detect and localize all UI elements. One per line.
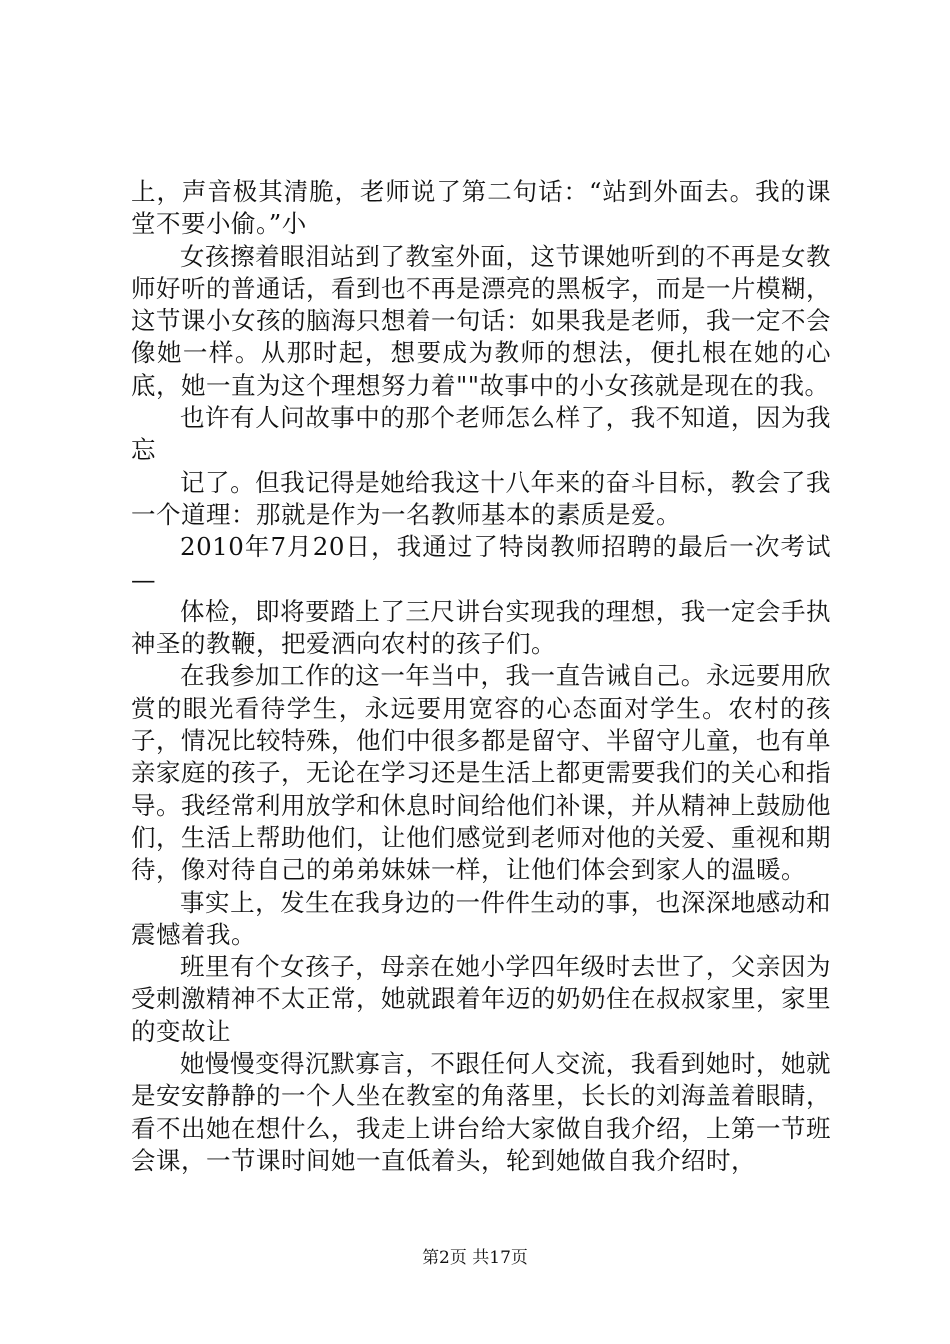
paragraph-5: 2010年7月20日，我通过了特岗教师招聘的最后一次考试— — [131, 532, 831, 594]
paragraph-6: 体检，即将要踏上了三尺讲台实现我的理想，我一定会手执神圣的教鞭，把爱洒向农村的孩子们。 — [131, 596, 831, 659]
paragraph-7: 在我参加工作的这一年当中，我一直告诫自己。永远要用欣赏的眼光看待学生，永远要用宽容的心态面对学生。农村的孩子，情况比较特殊，他们中很多都是留守、半留守儿童，也有单亲家庭的孩子，无论在学习还是生活上都更需要我们的关心和指导。我经常利用放学和休息时间给他们补课，并从精神上鼓励他们，生活上帮助他们，让他们感觉到老师对他的关爱、重视和期待，像对待自己的弟弟妹妹一样，让他们体会到家人的温暖。 — [131, 661, 831, 885]
paragraph-8: 事实上，发生在我身边的一件件生动的事，也深深地感动和震憾着我。 — [131, 887, 831, 949]
paragraph-1: 上，声音极其清脆，老师说了第二句话：“站到外面去。我的课堂不要小偷。”小 — [131, 177, 831, 239]
page-number-footer: 第2页 共17页 — [422, 1248, 528, 1268]
paragraph-10: 她慢慢变得沉默寡言，不跟任何人交流，我看到她时，她就是安安静静的一个人坐在教室的角落里，长长的刘海盖着眼睛，看不出她在想什么，我走上讲台给大家做自我介绍，上第一节班会课，一节课时间她一直低着头，轮到她做自我介绍时， — [131, 1049, 831, 1175]
paragraph-3: 也许有人问故事中的那个老师怎么样了，我不知道，因为我忘 — [131, 403, 831, 465]
document-body — [131, 176, 831, 1177]
paragraph-4: 记了。但我记得是她给我这十八年来的奋斗目标，教会了我一个道理：那就是作为一名教师基本的素质是爱。 — [131, 467, 831, 529]
paragraph-2: 女孩擦着眼泪站到了教室外面，这节课她听到的不再是女教师好听的普通话，看到也不再是漂亮的黑板字，而是一片模糊，这节课小女孩的脑海只想着一句话：如果我是老师，我一定不会像她一样。从那时起，想要成为教师的想法，便扎根在她的心底，她一直为这个理想努力着""故事中的小女孩就是现在的我。 — [131, 241, 831, 400]
paragraph-9: 班里有个女孩子，母亲在她小学四年级时去世了，父亲因为受刺激精神不太正常，她就跟着年迈的奶奶住在叔叔家里，家里的变故让 — [131, 952, 831, 1046]
